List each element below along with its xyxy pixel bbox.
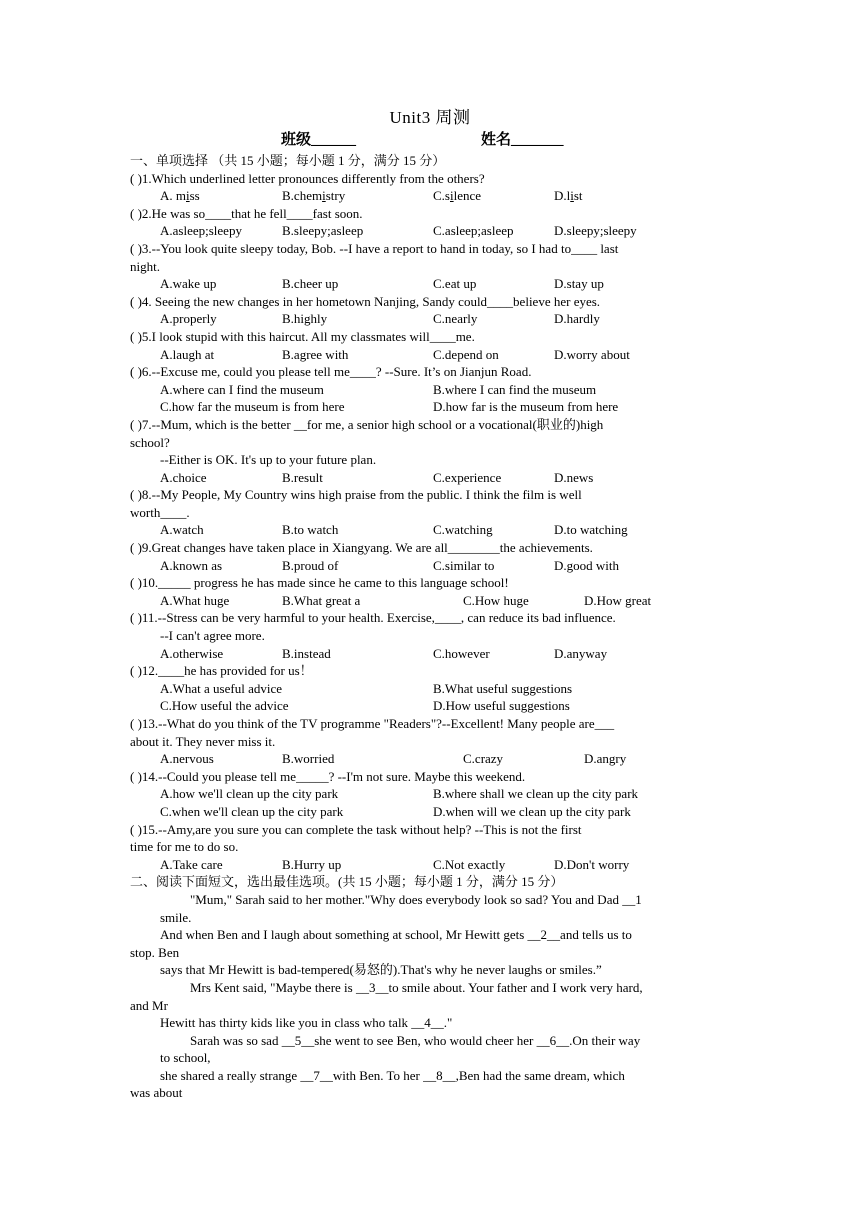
passage-line: "Mum," Sarah said to her mother."Why does everybody look so sad? You and Dad __1: [190, 891, 642, 907]
passage-line: says that Mr Hewitt is bad-tempered(易怒的).That's why he never laughs or smiles.”: [160, 962, 602, 978]
answer-options: [130, 310, 730, 328]
option-a: A.What huge: [160, 592, 230, 608]
question-stem: ( )12.____he has provided for us！: [130, 663, 313, 679]
answer-options: [130, 557, 730, 575]
class-field: 班级______: [281, 132, 357, 148]
option-b: B.where shall we clean up the city park: [433, 786, 639, 802]
option-d: D.anyway: [554, 645, 608, 661]
answer-options: [130, 750, 730, 768]
passage-line: stop. Ben: [130, 944, 180, 960]
option-c: C.however: [433, 645, 490, 661]
answer-options: [130, 521, 730, 539]
option-d: D.good with: [554, 557, 619, 573]
option-d: D.hardly: [554, 311, 600, 327]
answer-options: [130, 803, 730, 821]
question-stem: ( )8.--My People, My Country wins high praise from the public. I think the film is well: [130, 487, 582, 503]
name-field: 姓名_______: [481, 132, 564, 148]
option-a: A.otherwise: [160, 645, 224, 661]
passage-line: smile.: [160, 909, 192, 925]
option-b: B.where I can find the museum: [433, 381, 597, 397]
option-b: B.agree with: [282, 346, 349, 362]
answer-options: [130, 469, 730, 487]
option-b: B.cheer up: [282, 276, 339, 292]
option-a: A.laugh at: [160, 346, 215, 362]
option-a: A.choice: [160, 469, 207, 485]
option-c: C.similar to: [433, 557, 495, 573]
question-stem: ( )3.--You look quite sleepy today, Bob. --I have a report to hand in today, so I had to____ last: [130, 240, 619, 256]
question-stem: ( )7.--Mum, which is the better __for me, a senior high school or a vocational(职业的)high: [130, 416, 604, 432]
passage-line: was about: [130, 1085, 183, 1101]
question-stem: ( )5.I look stupid with this haircut. All my classmates will____me.: [130, 328, 475, 344]
option-d: D.How great: [584, 592, 652, 608]
question-stem: ( )11.--Stress can be very harmful to your health. Exercise,____, can reduce its bad influence.: [130, 610, 616, 626]
section-heading: 二、阅读下面短文，选出最佳选项。(共 15 小题；每小题 1 分，满分 15 分）: [130, 874, 564, 890]
option-b: B.What useful suggestions: [433, 680, 573, 696]
option-b: B.What great a: [282, 592, 361, 608]
option-c: C.depend on: [433, 346, 499, 362]
option-b: B.to watch: [282, 522, 339, 538]
option-a: A.Take care: [160, 856, 223, 872]
option-c: C.experience: [433, 469, 502, 485]
page-title: Unit3 周测: [389, 108, 471, 127]
question-stem: ( )10._____ progress he has made since he came to this language school!: [130, 575, 509, 591]
option-a: A.wake up: [160, 276, 217, 292]
passage-line: to school,: [160, 1050, 211, 1066]
option-b: B.worried: [282, 751, 335, 767]
option-c: C.eat up: [433, 276, 477, 292]
worksheet: [130, 106, 730, 1102]
option-b: B.chemistry: [282, 188, 346, 204]
option-d: D.to watching: [554, 522, 628, 538]
question-stem: ( )2.He was so____that he fell____fast soon.: [130, 205, 363, 221]
option-d: D.when will we clean up the city park: [433, 803, 631, 819]
option-c: C.asleep;asleep: [433, 223, 514, 239]
answer-options: [130, 856, 730, 874]
option-a: A.watch: [160, 522, 204, 538]
section-heading: 一、单项选择 （共 15 小题；每小题 1 分，满分 15 分）: [130, 153, 446, 168]
question-stem-cont: school?: [130, 434, 170, 450]
question-stem: ( )9.Great changes have taken place in Xiangyang. We are all________the achievements.: [130, 540, 593, 556]
passage-line: And when Ben and I laugh about something at school, Mr Hewitt gets __2__and tells us to: [160, 927, 632, 943]
option-a: A.where can I find the museum: [160, 381, 324, 397]
passage-line: she shared a really strange __7__with Ben. To her __8__,Ben had the same dream, which: [160, 1067, 625, 1083]
option-b: B.instead: [282, 645, 331, 661]
option-c: C.silence: [433, 188, 482, 204]
option-d: D.worry about: [554, 346, 630, 362]
passage-line: Hewitt has thirty kids like you in class who talk __4__.": [160, 1015, 453, 1031]
answer-options: [130, 398, 730, 416]
option-d: D.angry: [584, 751, 627, 767]
question-stem-cont: --Either is OK. It's up to your future plan.: [160, 452, 377, 468]
question-stem-cont: about it. They never miss it.: [130, 733, 276, 749]
question-stem: ( )6.--Excuse me, could you please tell me____? --Sure. It’s on Jianjun Road.: [130, 364, 532, 380]
option-c: C.when we'll clean up the city park: [160, 803, 344, 819]
option-a: A.nervous: [160, 751, 214, 767]
option-b: B.Hurry up: [282, 856, 342, 872]
option-c: C.How huge: [463, 592, 529, 608]
question-stem: ( )4. Seeing the new changes in her hometown Nanjing, Sandy could____believe her eyes.: [130, 293, 601, 309]
option-c: C.Not exactly: [433, 856, 506, 872]
option-a: A.how we'll clean up the city park: [160, 786, 339, 802]
option-a: A.known as: [160, 557, 223, 573]
option-b: B.proud of: [282, 557, 339, 573]
option-c: C.watching: [433, 522, 493, 538]
answer-options: [130, 275, 730, 293]
option-c: C.nearly: [433, 311, 478, 327]
option-d: D.how far is the museum from here: [433, 399, 619, 415]
answer-options: [130, 785, 730, 803]
answer-options: [130, 187, 730, 205]
answer-options: [130, 645, 730, 663]
question-stem-cont: night.: [130, 258, 160, 274]
question-stem: ( )1.Which underlined letter pronounces differently from the others?: [130, 170, 485, 186]
option-a: A.properly: [160, 311, 217, 327]
answer-options: [130, 680, 730, 698]
passage-line: and Mr: [130, 997, 168, 1013]
option-a: A. miss: [160, 188, 200, 204]
option-a: A.What a useful advice: [160, 680, 283, 696]
option-a: A.asleep;sleepy: [160, 223, 242, 239]
question-stem-cont: worth____.: [130, 504, 190, 520]
option-b: B.result: [282, 469, 323, 485]
answer-options: [130, 697, 730, 715]
question-stem-cont: time for me to do so.: [130, 839, 239, 855]
option-b: B.highly: [282, 311, 328, 327]
option-d: D.list: [554, 188, 583, 204]
option-d: D.Don't worry: [554, 856, 630, 872]
student-info: [130, 132, 730, 152]
option-b: B.sleepy;asleep: [282, 223, 364, 239]
option-c: C.how far the museum is from here: [160, 399, 345, 415]
option-c: C.How useful the advice: [160, 698, 289, 714]
answer-options: [130, 592, 730, 610]
question-stem-cont: --I can't agree more.: [160, 628, 265, 644]
option-d: D.sleepy;sleepy: [554, 223, 637, 239]
option-d: D.news: [554, 469, 594, 485]
question-stem: ( )15.--Amy,are you sure you can complete the task without help? --This is not the first: [130, 821, 582, 837]
option-d: D.stay up: [554, 276, 604, 292]
answer-options: [130, 381, 730, 399]
question-stem: ( )14.--Could you please tell me_____? --I'm not sure. Maybe this weekend.: [130, 768, 526, 784]
answer-options: [130, 222, 730, 240]
passage-line: Sarah was so sad __5__she went to see Ben, who would cheer her __6__.On their way: [190, 1032, 641, 1048]
answer-options: [130, 346, 730, 364]
option-d: D.How useful suggestions: [433, 698, 570, 714]
question-stem: ( )13.--What do you think of the TV programme "Readers"?--Excellent! Many people are___: [130, 716, 615, 731]
option-c: C.crazy: [463, 751, 504, 767]
passage-line: Mrs Kent said, "Maybe there is __3__to smile about. Your father and I work very hard,: [190, 979, 643, 995]
